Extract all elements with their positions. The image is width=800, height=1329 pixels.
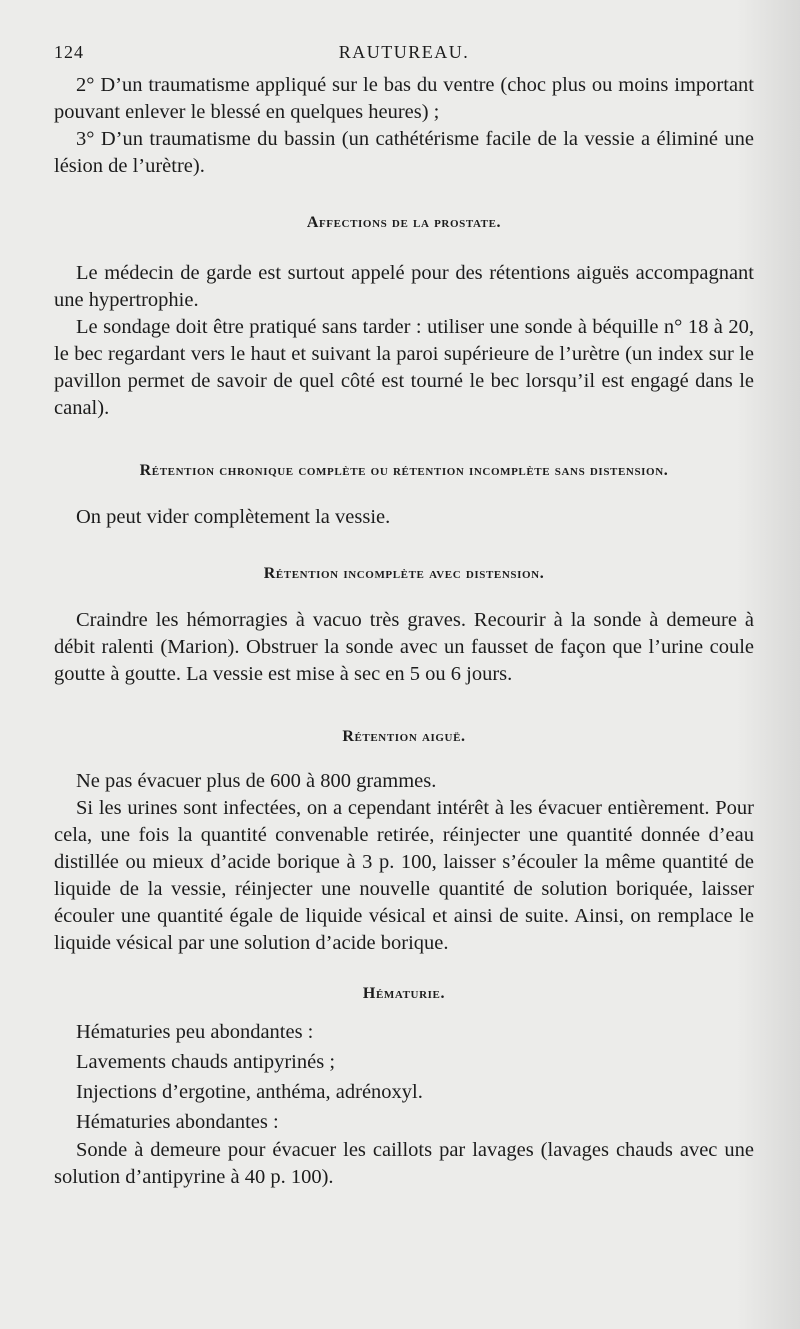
section-title-retention-aigue: Rétention aiguë. <box>342 728 466 745</box>
paragraph-hematurie-last: Sonde à demeure pour évacuer les caillots par lavages (lavages chauds avec une solution d’antipyrine à 40 p. 100). <box>54 1139 754 1188</box>
paragraph-retention-aigue-2: Si les urines sont infectées, on a cependant intérêt à les évacuer entièrement. Pour cela, une fois la quantité convenable retirée, réinjecter une quantité donnée d’eau distillée ou mieux d’acide borique à 3 p. 100, laisser s’écouler la même quantité de liquide de la vessie, réinjecter une nouvelle quantité de solution boriquée, laisser écouler une quantité égale de liquide vésical et ainsi de suite. Ainsi, on remplace le liquide vésical par une solution d’acide borique. <box>54 797 754 954</box>
section-title-hematurie: Hématurie. <box>362 985 446 1002</box>
hematurie-line-2: Lavements chauds antipyrinés ; <box>76 1051 336 1073</box>
section-title-retention-incomplete: Rétention incomplète avec distension. <box>263 565 545 582</box>
paragraph-retention-chronique: On peut vider complètement la vessie. <box>76 506 391 528</box>
page-number: 124 <box>54 42 84 62</box>
paragraph-retention-aigue-1: Ne pas évacuer plus de 600 à 800 grammes. <box>76 770 437 792</box>
paragraph-prostate-1: Le médecin de garde est surtout appelé pour des rétentions aiguës accompagnant une hypertrophie. <box>54 262 754 311</box>
hematurie-line-4: Hématuries abondantes : <box>76 1111 279 1133</box>
paragraph-prostate-2: Le sondage doit être pratiqué sans tarder : utiliser une sonde à béquille n° 18 à 20, le bec regardant vers le haut et suivant la paroi supérieure de l’urètre (un index sur le pavillon permet de savoir de quel côté est tourné le bec lorsqu’il est engagé dans le canal). <box>54 316 754 419</box>
section-title-retention-chronique: Rétention chronique complète ou rétention incomplète sans distension. <box>139 462 669 479</box>
paragraph-retention-incomplete: Craindre les hémorragies à vacuo très graves. Recourir à la sonde à demeure à débit ralenti (Marion). Obstruer la sonde avec un fausset de façon que l’urine coule goutte à goutte. La vessie est mise à sec en 5 ou 6 jours. <box>54 609 754 685</box>
hematurie-line-1: Hématuries peu abondantes : <box>76 1021 314 1043</box>
running-head <box>54 38 754 72</box>
hematurie-line-3: Injections d’ergotine, anthéma, adrénoxyl. <box>76 1081 423 1103</box>
running-title: RAUTUREAU. <box>338 42 470 62</box>
paragraph-item-2: 2° D’un traumatisme appliqué sur le bas du ventre (choc plus ou moins important pouvant enlever le blessé en quelques heures) ; <box>54 74 754 123</box>
section-title-prostate: Affections de la prostate. <box>306 214 502 231</box>
paragraph-item-3: 3° D’un traumatisme du bassin (un cathétérisme facile de la vessie a éliminé une lésion de l’urètre). <box>54 128 754 177</box>
